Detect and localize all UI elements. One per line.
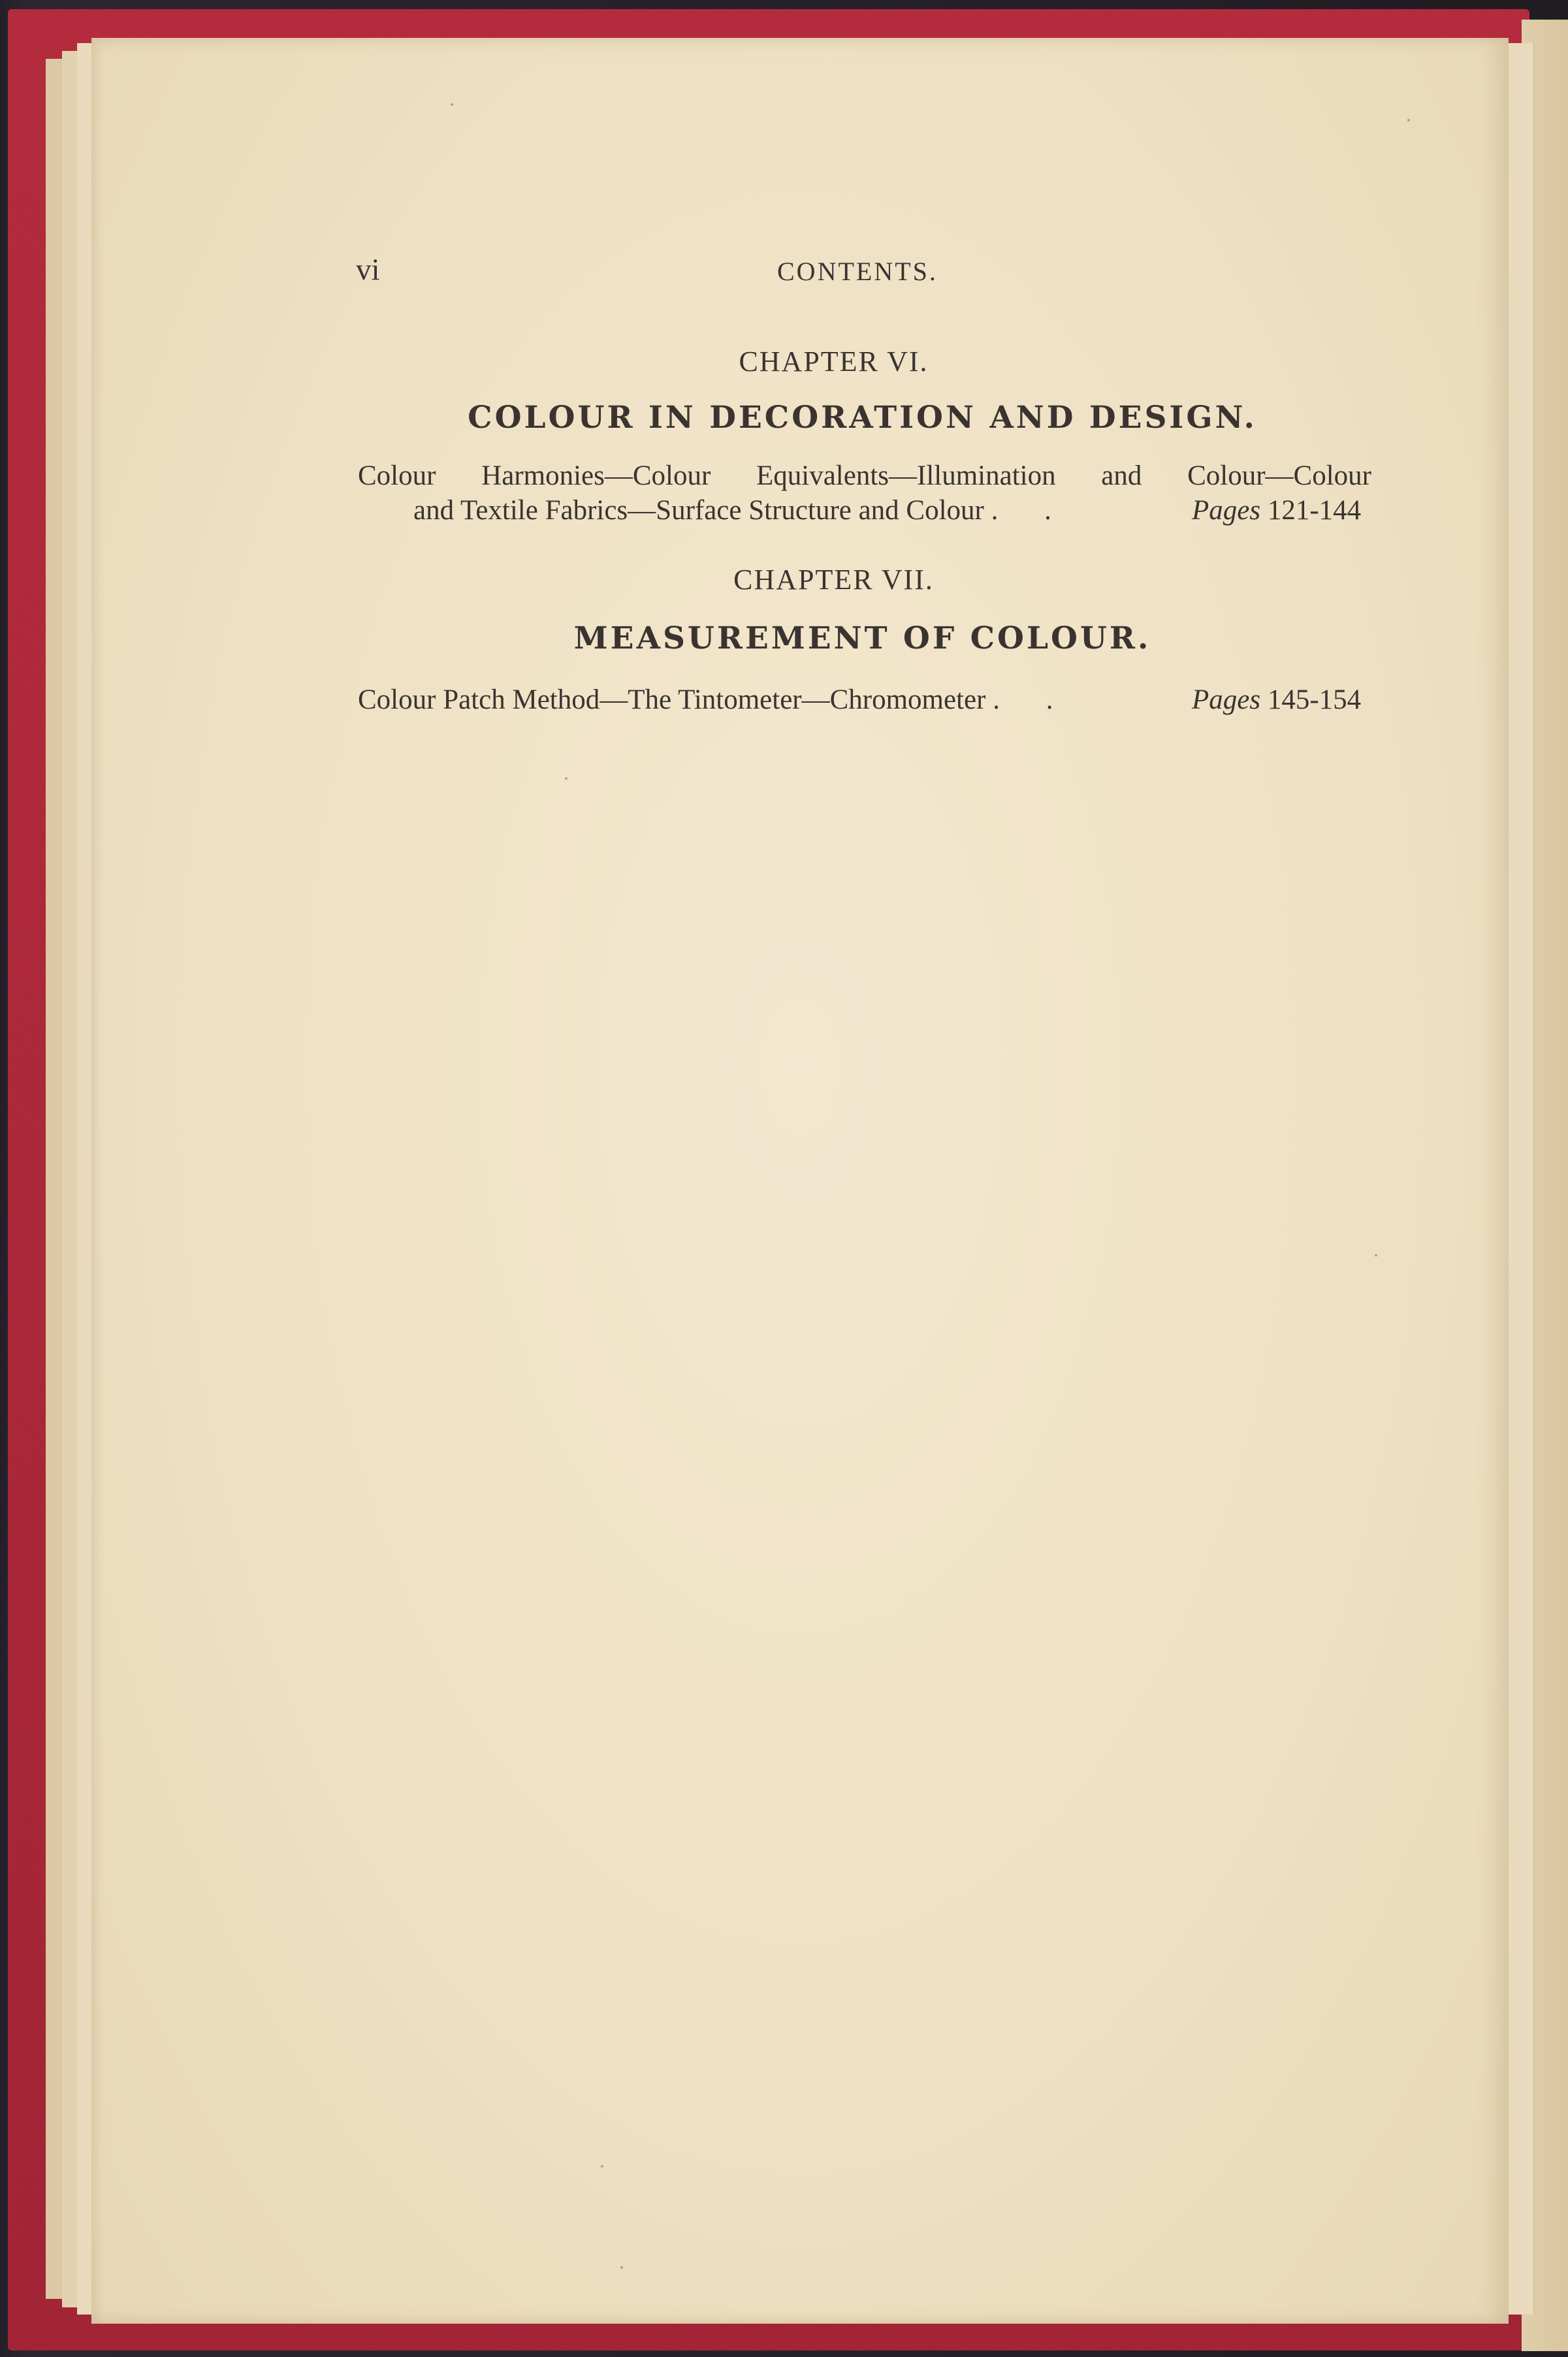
pages-word: Pages (1192, 495, 1261, 526)
dot-leader: . . (991, 495, 1071, 526)
page-range (1192, 682, 1361, 717)
chapter-label: CHAPTER VI. (739, 345, 929, 377)
book-page (91, 38, 1509, 2324)
paper-speck (1375, 1254, 1377, 1257)
chapter-label: CHAPTER VII. (733, 564, 934, 596)
paper-speck (620, 2266, 623, 2269)
pages-word: Pages (1192, 684, 1261, 715)
chapter-title: COLOUR IN DECORATION AND DESIGN. (468, 400, 1257, 436)
pages-range: 145-154 (1267, 684, 1362, 715)
chapter-contents-line (358, 682, 1072, 717)
chapter-contents-line (413, 493, 1071, 528)
chapter-title: MEASUREMENT OF COLOUR. (573, 620, 1151, 656)
page-number: vi (356, 253, 380, 287)
paper-speck (601, 2165, 603, 2168)
page-range (1192, 493, 1361, 528)
dot-leader: . . (993, 684, 1073, 715)
chapter-contents-line: Colour Harmonies—Colour Equivalents—Illumination and Colour—Colour (358, 460, 1371, 491)
paper-speck (1407, 119, 1410, 121)
pages-range: 121-144 (1267, 495, 1362, 526)
contents-text: and Textile Fabrics—Surface Structure and Colour (413, 495, 984, 526)
running-head: CONTENTS. (777, 257, 938, 286)
contents-text: Colour Patch Method—The Tintometer—Chromometer (358, 684, 986, 715)
paper-speck (565, 777, 568, 780)
paper-speck (451, 103, 453, 106)
